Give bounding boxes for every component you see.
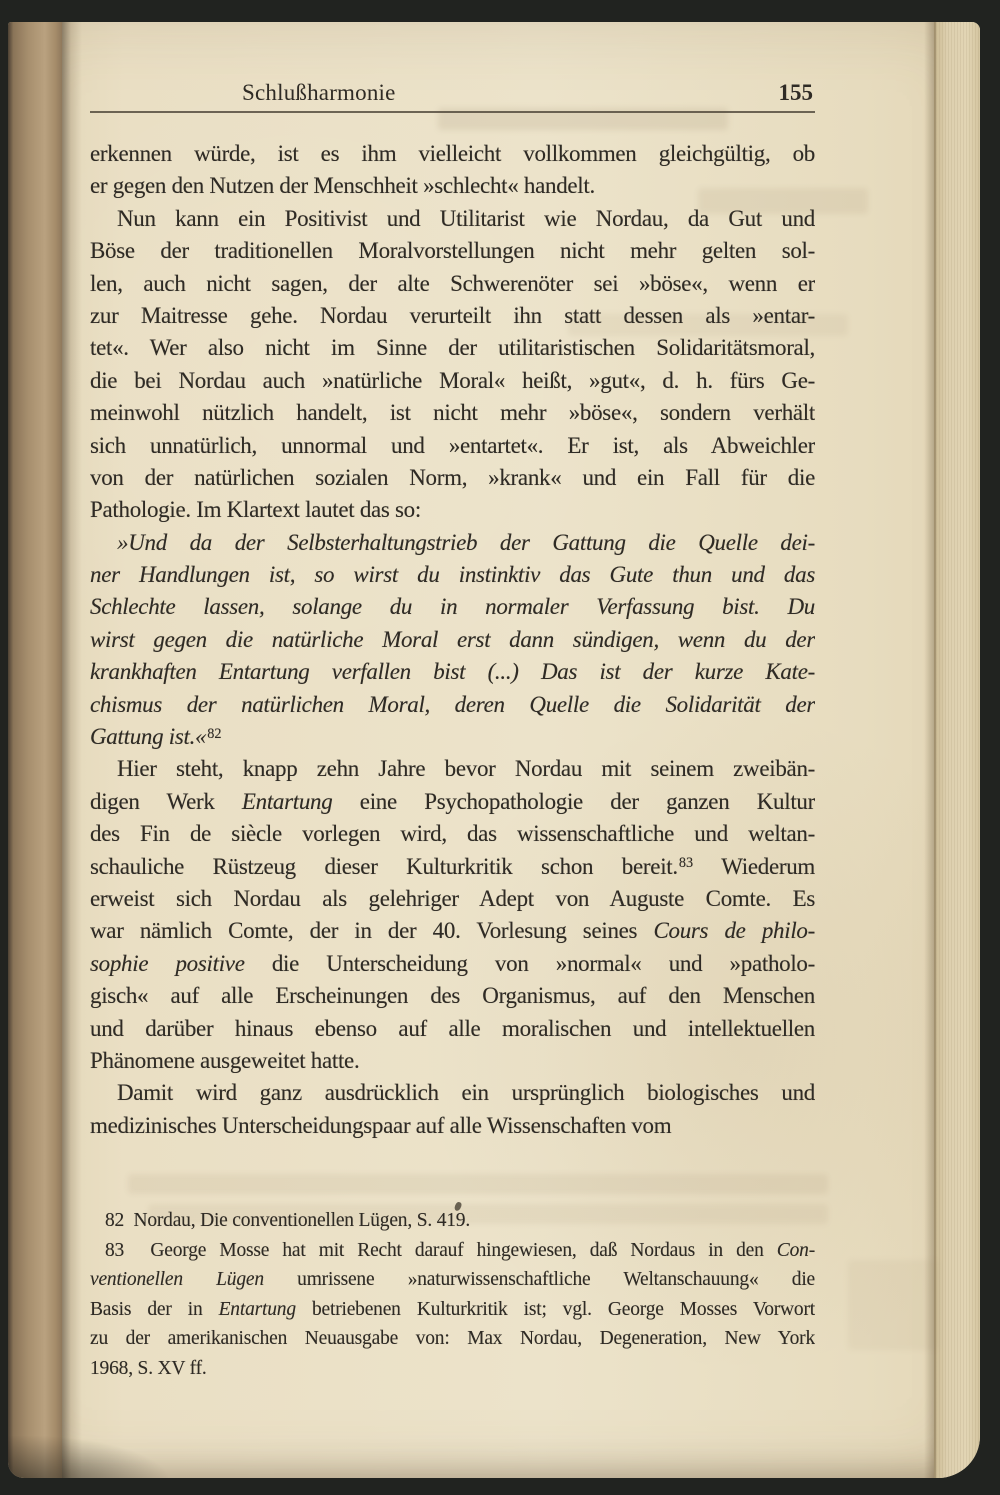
running-head: Schlußharmonie: [242, 80, 396, 105]
text-line: Böse der traditionellen Moralvorstellungen nicht mehr gelten sol-: [90, 238, 815, 264]
text-line: war nämlich Comte, der in der 40. Vorlesung seines Cours de philo-: [90, 918, 815, 944]
gutter-crease-shadow: [62, 22, 82, 1478]
text-line: und darüber hinaus ebenso auf alle moralischen und intellektuellen: [90, 1015, 815, 1041]
text-line: Pathologie. Im Klartext lautet das so:: [90, 497, 421, 523]
bottom-fold-shadow: [8, 1436, 168, 1478]
text-line: erkennen würde, ist es ihm vielleicht vollkommen gleichgültig, ob: [90, 141, 815, 166]
text-line: tet«. Wer also nicht im Sinne der utilitaristischen Solidaritätsmoral,: [90, 335, 815, 361]
book-page: [8, 22, 980, 1478]
text-line: Hier steht, knapp zehn Jahre bevor Nordau mit seinem zweibän-: [117, 756, 815, 782]
text-line: Gattung ist.«$^{82}$: [90, 724, 222, 750]
bleed-through-ghost: [848, 1260, 938, 1350]
text-line: erweist sich Nordau als gelehriger Adept von Auguste Comte. Es: [90, 885, 815, 911]
text-line: Damit wird ganz ausdrücklich ein ursprünglich biologisches und: [117, 1080, 815, 1106]
text-line: sophie positive die Unterscheidung von »normal« und »patholo-: [90, 950, 815, 976]
text-line: 82 Nordau, Die conventionellen Lügen, S. 419.: [105, 1210, 471, 1231]
text-line: len, auch nicht sagen, der alte Schwerenöter sei »böse«, wenn er: [90, 270, 815, 296]
gutter-page-edges: [8, 22, 62, 1478]
text-line: zu der amerikanischen Neuausgabe von: Max Nordau, Degeneration, New York: [90, 1328, 815, 1350]
type-area: [90, 22, 815, 1478]
text-line: zur Maitresse gehe. Nordau verurteilt ihn statt dessen als »entar-: [90, 302, 815, 328]
text-line: Nun kann ein Positivist und Utilitarist wie Nordau, da Gut und: [117, 205, 815, 231]
text-line: gisch« auf alle Erscheinungen des Organismus, auf den Menschen: [90, 983, 815, 1009]
text-line: wirst gegen die natürliche Moral erst dann sündigen, wenn du der: [90, 626, 815, 652]
text-line: meinwohl nützlich handelt, ist nicht mehr »böse«, sondern verhält: [90, 400, 815, 426]
text-line: »Und da der Selbsterhaltungstrieb der Gattung die Quelle dei-: [117, 529, 815, 555]
body-text: [90, 138, 815, 1142]
text-line: von der natürlichen sozialen Norm, »krank« und ein Fall für die: [90, 464, 815, 490]
text-line: 83 George Mosse hat mit Recht darauf hingewiesen, daß Nordaus in den Con-: [105, 1239, 815, 1261]
fore-edge-page-stack: [934, 22, 980, 1478]
text-line: digen Werk Entartung eine Psychopathologie der ganzen Kultur: [90, 788, 815, 814]
text-line: ner Handlungen ist, so wirst du instinktiv das Gute thun und das: [90, 562, 815, 588]
text-line: Basis der in Entartung betriebenen Kulturkritik ist; vgl. George Mosses Vorwort: [90, 1298, 815, 1320]
text-line: die bei Nordau auch »natürliche Moral« heißt, »gut«, d. h. fürs Ge-: [90, 367, 815, 393]
text-line: sich unnatürlich, unnormal und »entartet«. Er ist, als Abweichler: [90, 432, 815, 458]
page-header: [90, 80, 815, 110]
text-line: schauliche Rüstzeug dieser Kulturkritik schon bereit.$^{83}$ Wiederum: [90, 853, 815, 879]
text-line: Schlechte lassen, solange du in normaler Verfassung bist. Du: [90, 594, 815, 620]
text-line: des Fin de siècle vorlegen wird, das wissenschaftliche und weltan-: [90, 821, 815, 847]
text-line: medizinisches Unterscheidungspaar auf alle Wissenschaften vom: [90, 1112, 672, 1138]
text-line: ventionellen Lügen umrissene »naturwissenschaftliche Weltanschauung« die: [90, 1269, 815, 1291]
text-line: krankhaften Entartung verfallen bist (...) Das ist der kurze Kate-: [90, 659, 815, 685]
text-line: chismus der natürlichen Moral, deren Quelle die Solidarität der: [90, 691, 815, 717]
page-number: 155: [778, 80, 813, 105]
text-line: 1968, S. XV ff.: [90, 1357, 207, 1379]
footnotes: [90, 1206, 815, 1384]
header-rule: [90, 111, 815, 113]
text-line: Phänomene ausgeweitet hatte.: [90, 1047, 360, 1073]
text-line: er gegen den Nutzen der Menschheit »schlecht« handelt.: [90, 173, 595, 199]
